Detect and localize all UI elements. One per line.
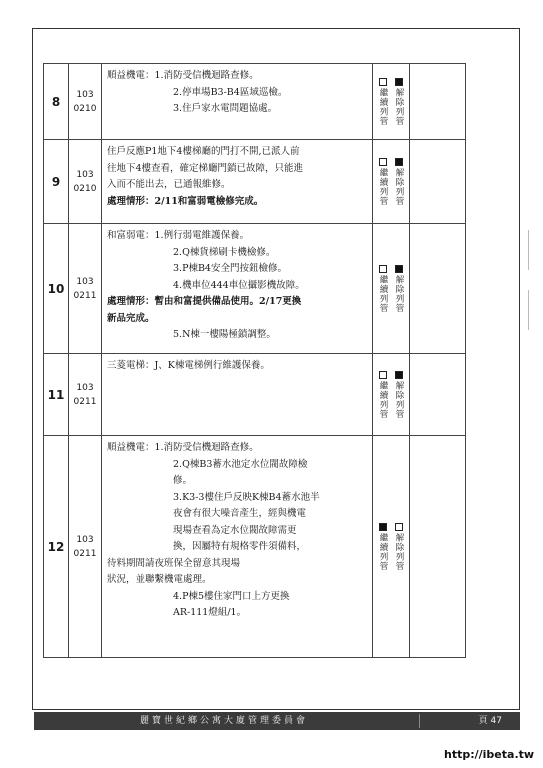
date-part: 103 — [76, 534, 94, 545]
continue-tracking-option[interactable] — [376, 78, 390, 126]
continue-tracking-option[interactable] — [376, 265, 390, 313]
content-line: 3.K3-3樓住戶反映K棟B4蓄水池半 — [173, 491, 320, 503]
remarks-cell — [410, 140, 466, 224]
row-date — [69, 64, 102, 140]
continue-tracking-option[interactable] — [376, 158, 390, 206]
page-number: 頁 47 — [478, 716, 502, 726]
continue-checkbox[interactable] — [379, 265, 387, 273]
status-cell — [373, 354, 410, 436]
continue-label: 繼續列管 — [378, 380, 388, 419]
date-part: 103 — [76, 169, 94, 180]
row-date — [69, 354, 102, 436]
date-part: 0210 — [73, 183, 97, 194]
status-cell — [373, 64, 410, 140]
content-line: 2.Q棟B3蓄水池定水位閥故障檢 — [173, 458, 308, 470]
footer-bar — [34, 712, 520, 730]
remarks-cell — [410, 436, 466, 658]
date-part: 0210 — [73, 103, 97, 114]
remarks-cell — [410, 64, 466, 140]
row-number: 12 — [44, 436, 69, 658]
content-line: 處理情形：2/11和富弱電檢修完成。 — [107, 195, 264, 207]
margin-mark — [528, 230, 535, 270]
date-part: 0211 — [73, 548, 97, 559]
content-line: 2.停車場B3-B4區域巡檢。 — [173, 86, 288, 98]
row-date — [69, 140, 102, 224]
remove-tracking-option[interactable] — [392, 265, 406, 313]
content-line: 順益機電：1.消防受信機迴路查修。 — [107, 70, 259, 81]
content-line: 新品完成。 — [107, 312, 155, 324]
date-part: 0211 — [73, 396, 97, 407]
content-line: 順益機電：1.消防受信機迴路查修。 — [107, 442, 259, 453]
remove-label: 解除列管 — [394, 167, 404, 206]
content-line: 入而不能出去，已通報維修。 — [107, 179, 231, 190]
remove-tracking-option[interactable] — [392, 371, 406, 419]
content-line: 處理情形：暫由和富提供備品使用。2/17更換 — [107, 296, 302, 307]
status-cell — [373, 436, 410, 658]
row-number: 10 — [44, 224, 69, 354]
continue-checkbox[interactable] — [379, 523, 387, 531]
remove-checkbox[interactable] — [395, 158, 403, 166]
remove-tracking-option[interactable] — [392, 78, 406, 126]
content-line: 3.住戶家水電問題協處。 — [173, 103, 278, 114]
continue-checkbox[interactable] — [379, 371, 387, 379]
row-number: 9 — [44, 140, 69, 224]
footer-title: 麗寶世紀鄉公寓大廈管理委員會 — [139, 716, 308, 726]
continue-tracking-option[interactable] — [376, 523, 390, 571]
content-line: 往地下4樓查看，確定梯廳門鎖已故障，只能進 — [107, 162, 304, 174]
row-content — [102, 224, 373, 354]
remove-tracking-option[interactable] — [392, 523, 406, 571]
continue-checkbox[interactable] — [379, 158, 387, 166]
status-cell — [373, 224, 410, 354]
content-line: 換，因屬特有規格零件須備料， — [173, 541, 307, 552]
continue-label: 繼續列管 — [378, 87, 388, 126]
remove-label: 解除列管 — [394, 87, 404, 126]
remove-label: 解除列管 — [394, 380, 404, 419]
remove-label: 解除列管 — [394, 532, 404, 571]
content-line: 4.機車位444車位攝影機故障。 — [173, 279, 305, 291]
continue-label: 繼續列管 — [378, 532, 388, 571]
footer-divider — [419, 714, 420, 728]
table-row — [44, 140, 466, 224]
row-content — [102, 354, 373, 436]
status-cell — [373, 140, 410, 224]
content-line: 4.P棟5樓住家門口上方更換 — [173, 590, 290, 602]
margin-mark — [528, 290, 535, 330]
row-content — [102, 64, 373, 140]
content-line: 狀況，並聯繫機電處理。 — [107, 574, 212, 585]
remove-checkbox[interactable] — [395, 523, 403, 531]
row-number: 8 — [44, 64, 69, 140]
watermark-url: http://ibeta.tw — [444, 748, 535, 761]
table-row — [44, 224, 466, 354]
date-part: 103 — [76, 382, 94, 393]
content-line: AR-111燈組/1。 — [173, 607, 247, 618]
date-part: 0211 — [73, 290, 97, 301]
remarks-cell — [410, 224, 466, 354]
row-content — [102, 436, 373, 658]
row-number: 11 — [44, 354, 69, 436]
content-line: 夜會有很大噪音產生，經與機電 — [173, 508, 307, 519]
continue-label: 繼續列管 — [378, 274, 388, 313]
content-line: 待料期間請夜班保全留意其現場 — [107, 557, 241, 569]
continue-tracking-option[interactable] — [376, 371, 390, 419]
row-date — [69, 436, 102, 658]
row-content — [102, 140, 373, 224]
content-line: 住戶反應P1地下4樓梯廳的門打不開,已派人前 — [107, 146, 300, 157]
row-date — [69, 224, 102, 354]
continue-checkbox[interactable] — [379, 78, 387, 86]
table-row — [44, 354, 466, 436]
date-part: 103 — [76, 89, 94, 100]
content-line: 三菱電梯：J、K棟電梯例行維護保養。 — [107, 360, 270, 371]
content-line: 修。 — [173, 475, 193, 486]
content-line: 和富弱電：1.例行弱電維護保養。 — [107, 230, 250, 241]
table-row — [44, 64, 466, 140]
remove-tracking-option[interactable] — [392, 158, 406, 206]
remove-checkbox[interactable] — [395, 78, 403, 86]
content-line: 2.Q棟貨梯刷卡機檢修。 — [173, 246, 276, 258]
content-line: 3.P棟B4安全門按鈕檢修。 — [173, 263, 287, 274]
remove-checkbox[interactable] — [395, 265, 403, 273]
continue-label: 繼續列管 — [378, 167, 388, 206]
remove-label: 解除列管 — [394, 274, 404, 313]
table-row — [44, 436, 466, 658]
remove-checkbox[interactable] — [395, 371, 403, 379]
remarks-cell — [410, 354, 466, 436]
date-part: 103 — [76, 276, 94, 287]
maintenance-log-table — [43, 63, 466, 658]
content-line: 5.N棟一樓陽極鎖調整。 — [173, 329, 276, 340]
content-line: 現場查看為定水位閥故障需更 — [173, 524, 297, 536]
